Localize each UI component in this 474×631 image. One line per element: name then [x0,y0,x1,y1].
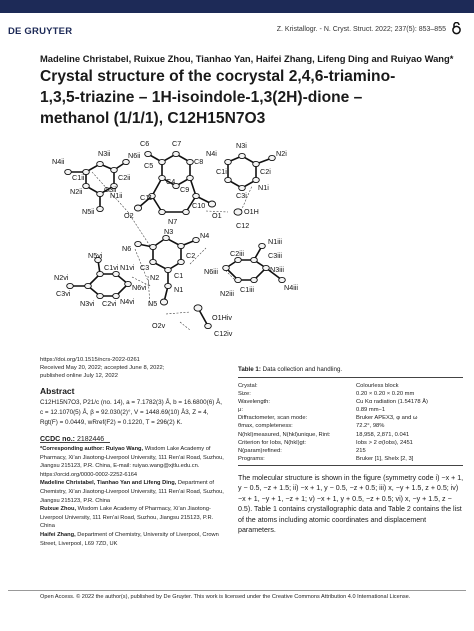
table-row [238,455,464,463]
footer-divider [8,590,466,591]
abstract-line: Rgt(F) = 0.0449, wRref(F2) = 0.1220, T = 296(2) K. [40,419,183,426]
top-color-bar [0,0,474,13]
atom-label: O1Hiv [212,313,232,322]
doi-link[interactable]: https://doi.org/10.1515/ncrs-2022-0261 [40,357,140,363]
affiliation-text: Department of Chemistry, University of Liverpool, Crown Street, Liverpool, L69 7ZD, UK [40,531,219,547]
table-caption-label: Table 1: [238,366,261,373]
atom-label: C6 [140,139,150,148]
affiliation-text: Department of Chemistry, Xi’an Jiaotong-Liverpool University, 111 Ren’ai Road, Suzhou, Jiangsu 215123, P.R. China [40,480,224,504]
atom-labels [52,139,298,338]
table-row [238,447,464,455]
table-row [238,398,464,406]
ccdc-label: CCDC no.: [40,436,75,443]
atom-label: O1 [212,211,222,220]
affiliation-name: Ruixue Zhou, [40,506,77,513]
license-footer: Open Access. © 2022 the author(s), published by De Gruyter. This work is licensed under the Creative Commons Attribution 4.0 International License. [40,594,411,600]
received-line: Received May 20, 2022; accepted June 8, 2022; [40,365,165,372]
table-cell-label: θmax, completeness: [238,423,293,430]
atom-label: N4 [200,231,210,240]
body-paragraph: The molecular structure is shown in the figure (symmetry code i) −x + 1, y − 0.5, −z + 1.5; ii) −x + 1, y − 0.5, −z + 0.5; iii) x, −y + 1.5, z + 0.5; iv) −x + 1, −y + 1, −z + 1; v) −x + 1, y + 0.5, −z + 0.5; vi) x, −y + 1.5, z − 0.5). Table 1 contains crystallographic data and Table 2 contains the list of the atoms including atomic coordinates and displacement parameters. [238,474,464,535]
affiliation-text: Wisdom Lake Academy of Pharmacy, Xi’an Jiaotong-Liverpool University, 111 Ren’ai Road, Suzhou, Jiangsu 215123, P.R. China [40,506,214,530]
table-cell-value: 72.2°, 98% [356,423,385,430]
footnote-divider [40,442,110,443]
affiliations [40,445,228,548]
atom-label: N4i [206,149,217,158]
atom-label: O2 [124,211,134,220]
atom-label: N3i [236,141,247,150]
atom-label: C2iii [230,249,244,258]
table-cell-value: Cu Kα radiation (1.54178 Å) [356,399,428,406]
table-caption-text: Data collection and handling. [260,366,343,373]
atom-label: C3ii [104,185,117,194]
atom-label: N3vi [80,299,95,308]
table-cell-value: 0.20 × 0.20 × 0.20 mm [356,391,415,398]
table-row [238,406,464,414]
atom-label: N2iii [220,289,234,298]
atom-label: N3iii [270,265,284,274]
table-cell-value: 0.89 mm−1 [356,407,386,414]
atom-label: C10 [192,201,206,210]
table-caption [238,366,463,373]
table-row [238,382,464,390]
affiliation-entry [40,445,228,479]
atom-label: C9 [180,185,190,194]
atom-label: N6ii [128,151,141,160]
author-list: Madeline Christabel, Ruixue Zhou, Tianhao Yan, Haifei Zhang, Lifeng Ding and Ruiyao Wang* [40,53,454,64]
atom-label: N3 [164,227,174,236]
atom-label: N1ii [110,191,123,200]
atom-label: N6vi [132,283,147,292]
atom-label: N6iii [204,267,218,276]
atom-label: C1ii [72,173,85,182]
table-cell-label: Diffractometer, scan mode: [238,415,308,422]
atom-label: N5 [148,299,158,308]
table-cell-value: 18,958, 2,871, 0.041 [356,431,410,438]
abstract-heading: Abstract [40,386,75,396]
affiliation-entry [40,531,228,548]
atom-label: C4 [166,177,176,186]
atom-label: C3 [140,263,150,272]
atom-label: N5vi [88,251,103,260]
atom-label: N2ii [70,187,83,196]
atom-label: C2 [186,251,196,260]
open-access-icon [451,22,462,38]
article-title [40,66,465,129]
atom-label: C3iii [268,251,282,260]
table-bottom-rule [238,465,463,466]
atom-label: C1vi [104,263,119,272]
article-dates [40,356,230,381]
table-cell-value: Bruker [1], Shelx [2, 3] [356,455,414,462]
table-cell-label: μ: [238,407,243,414]
atom-label: N4ii [52,157,65,166]
affiliation-name: Madeline Christabel, Tianhao Yan and Lifeng Ding, [40,480,177,487]
abstract-line: c = 12.1070(5) Å, β = 92.030(2)°, V = 1448.69(10) Å3, Z = 4, [40,409,209,416]
table-row [238,439,464,447]
table-cell-label: N(param)refined: [238,447,282,454]
atom-label: N4vi [120,297,135,306]
atom-label: C1 [174,271,184,280]
atom-label: C1i [216,167,227,176]
table-top-rule [238,377,463,378]
table-cell-label: Programs: [238,455,265,462]
atom-label: O1H [244,207,259,216]
atom-label: N6 [122,244,132,253]
atom-label: N2i [276,149,287,158]
atom-label: N7 [168,217,178,226]
atom-label: N5ii [82,207,95,216]
atom-label: C11 [140,193,153,202]
table-row [238,422,464,430]
affiliation-text: Wisdom Lake Academy of Pharmacy, Xi’an Jiaotong-Liverpool University, 111 Ren’ai Road, Suzhou, Jiangsu 215123, P.R. China, E-mail: ruiyao.wang@xjtlu.edu.cn. https://orcid.org/0000-0002-2252-6164 [40,446,224,478]
atom-label: C2vi [102,299,117,308]
abstract-body [40,398,228,428]
atom-label: N4iii [284,283,298,292]
table-cell-label: Criterion for Iobs, N(hkl)gt: [238,439,306,446]
affiliation-name: Haifei Zhang, [40,531,76,538]
atom-label: N2vi [54,273,69,282]
table-cell-label: N(hkl)measured, N(hkl)unique, Rint: [238,431,331,438]
title-line: Crystal structure of the cocrystal 2,4,6-triamino- [40,68,396,85]
affiliation-entry [40,479,228,505]
ccdc-value: 2182446 [76,436,105,443]
atom-label: C3vi [56,289,71,298]
table-cell-label: Size: [238,391,251,398]
atom-label: N2 [150,273,160,282]
abstract-line: C12H15N7O3, P21/c (no. 14), a = 7.1782(3) Å, b = 16.6800(6) Å, [40,399,223,406]
atom-label: C3i [236,191,247,200]
table-cell-value: 215 [356,447,366,454]
published-line: published online July 12, 2022 [40,373,118,380]
title-line: 1,3,5-triazine – 1H-isoindole-1,3(2H)-dione – [40,89,363,106]
table-row [238,431,464,439]
atom-label: C2i [260,167,271,176]
table-cell-value: Colourless block [356,383,399,389]
atom-label: C12iv [214,329,233,338]
molecular-structure-figure [40,134,310,358]
atom-label: O2v [152,321,166,330]
affiliation-name: *Corresponding author: Ruiyao Wang, [40,446,144,452]
atom-label: C5 [144,161,154,170]
atom-label: N1iii [268,237,282,246]
title-line: methanol (1/1/1), C12H15N7O3 [40,110,266,127]
atom-label: C1iii [240,285,254,294]
atom-label: N3ii [98,149,111,158]
affiliation-entry [40,505,228,531]
table-row [238,414,464,422]
table-cell-label: Crystal: [238,383,258,389]
atom-label: C7 [172,139,182,148]
atom-label: N1vi [120,263,135,272]
publisher-brand: DE GRUYTER [8,26,73,37]
table-cell-label: Wavelength: [238,399,271,406]
journal-citation: Z. Kristallogr. - N. Cryst. Struct. 2022; 237(5): 853–855 [276,26,446,33]
atom-label: N1 [174,285,184,294]
atom-label: C12 [236,221,250,230]
atom-label: C2ii [118,173,131,182]
table-cell-value: Iobs > 2 σ(Iobs), 2451 [356,439,413,446]
atom-label: C8 [194,157,204,166]
atom-label: N1i [258,183,269,192]
table-cell-value: Bruker APEX3, φ and ω [356,415,418,422]
data-collection-table [238,382,464,463]
table-row [238,390,464,398]
